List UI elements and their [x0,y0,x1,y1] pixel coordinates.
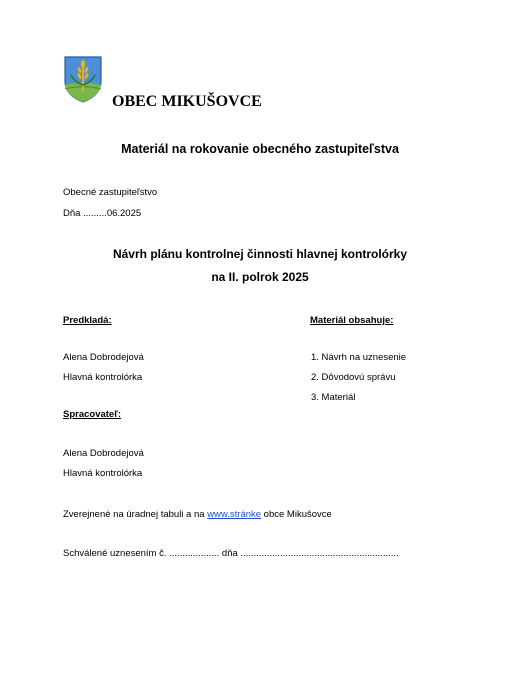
contents-item: 1. Návrh na uznesenie [311,352,407,363]
website-link[interactable]: www.stránke [207,509,262,520]
published-line [63,509,332,520]
municipality-name: OBEC MIKUŠOVCE [112,93,262,110]
council-label: Obecné zastupiteľstvo [63,187,158,198]
proposal-title-line2: na II. polrok 2025 [211,270,309,284]
published-suffix: obce Mikušovce [261,509,332,520]
submitter-role: Hlavná kontrolórka [63,372,143,383]
proposal-title-line1: Návrh plánu kontrolnej činnosti hlavnej kontrolórky [112,247,408,261]
submitted-by-label: Predkladá: [63,315,112,326]
submitter-name: Alena Dobrodejová [63,352,144,363]
contents-item: 3. Materiál [311,392,356,403]
processor-name: Alena Dobrodejová [63,448,144,459]
contents-label: Materiál obsahuje: [310,315,394,326]
processor-label: Spracovateľ: [63,409,122,420]
coat-of-arms-icon [63,55,103,103]
contents-item: 2. Dôvodovú správu [311,372,396,383]
material-title: Materiál na rokovanie obecného zastupiteľstva [121,142,399,156]
published-prefix: Zverejnené na úradnej tabuli a na [63,509,208,520]
date-line: Dňa .........06.2025 [63,208,142,219]
processor-role: Hlavná kontrolórka [63,468,143,479]
approved-line: Schválené uznesením č. ................... dňa ............................................................ [63,548,399,559]
